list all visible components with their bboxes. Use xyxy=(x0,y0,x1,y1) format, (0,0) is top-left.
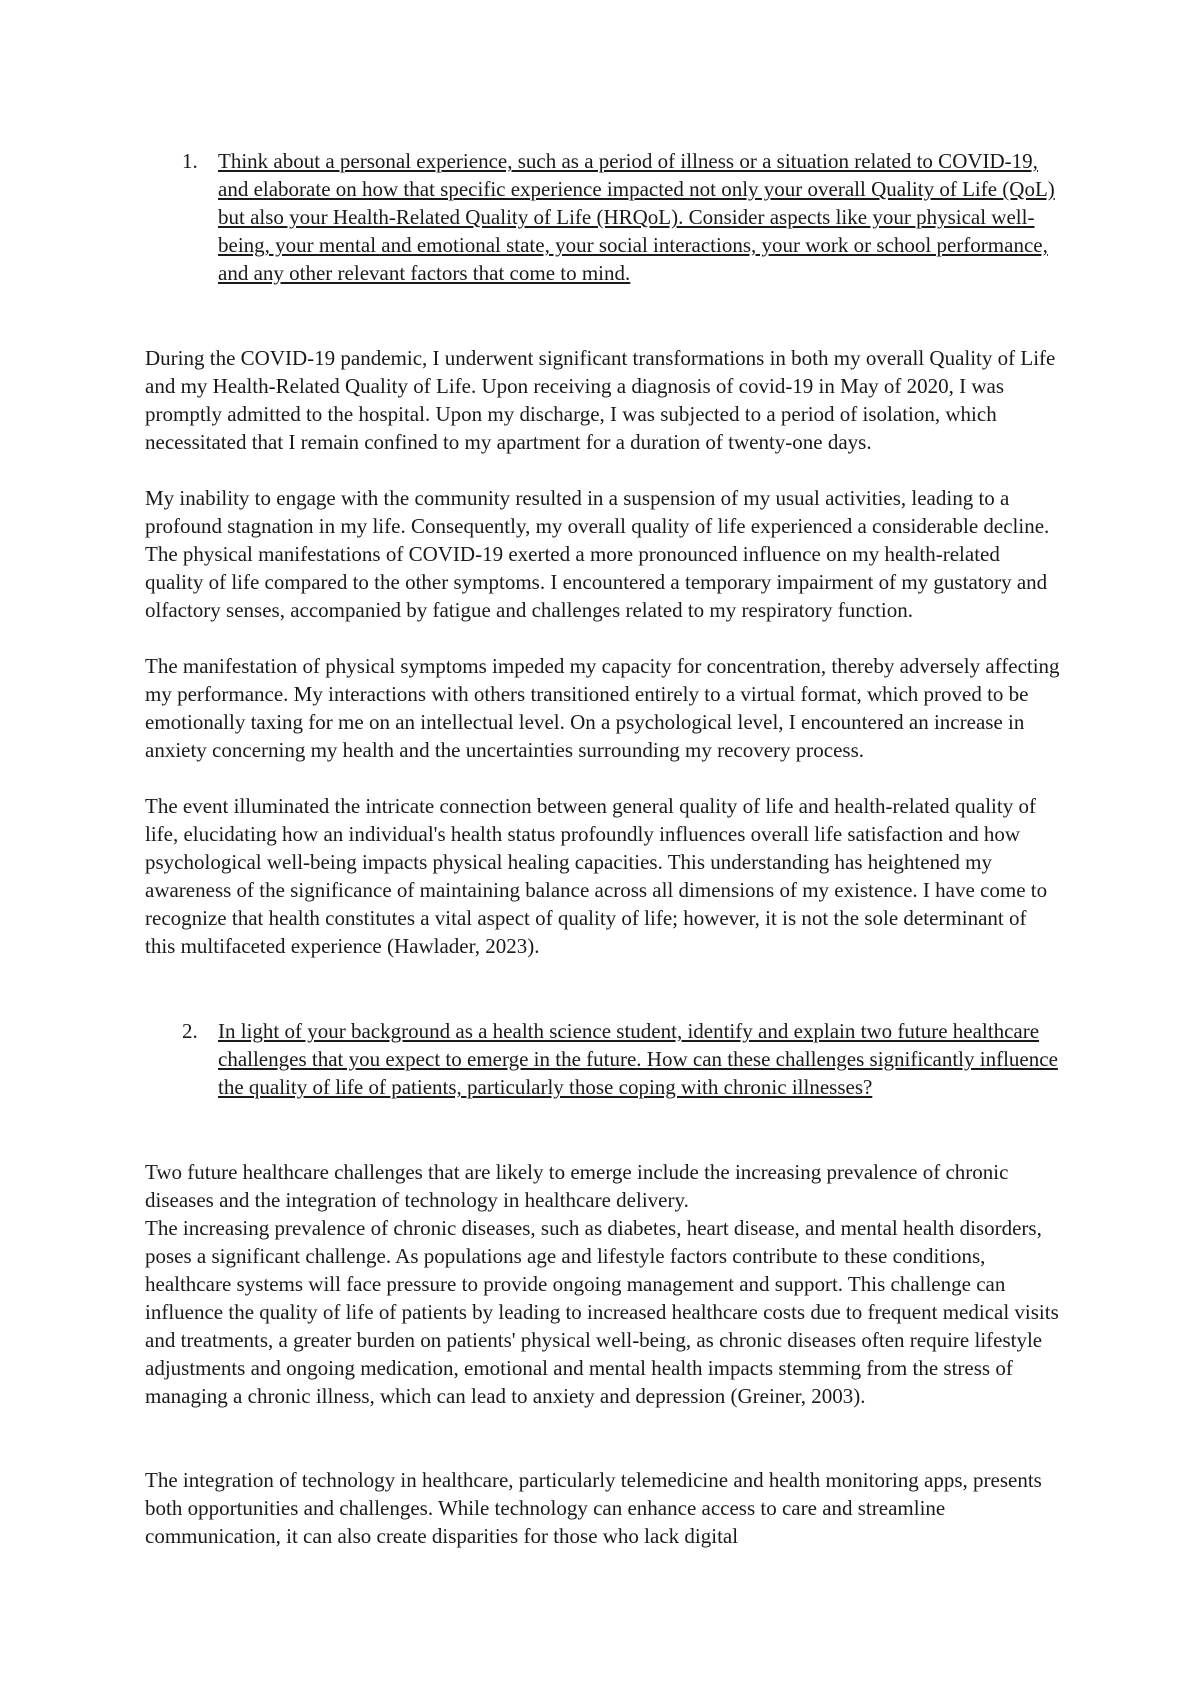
answer-1-paragraph-1: During the COVID-19 pandemic, I underwent significant transformations in both my overall Quality of Life and my Health-Related Quality of Life. Upon receiving a diagnosis of covid-19 in May of 2020, I was promptly admitted to the hospital. Upon my discharge, I was subjected to a period of isolation, which necessitated that I remain confined to my apartment for a duration of twenty-one days. xyxy=(145,346,1056,454)
answer-1-paragraph-4: The event illuminated the intricate connection between general quality of life and health-related quality of life, elucidating how an individual's health status profoundly influences overall life satisfaction and how psychological well-being impacts physical healing capacities. This understanding has heightened my awareness of the significance of maintaining balance across all dimensions of my existence. I have come to recognize that health constitutes a vital aspect of quality of life; however, it is not the sole determinant of this multifaceted experience (Hawlader, 2023). xyxy=(145,794,1048,958)
question-1-number: 1. xyxy=(182,149,198,173)
answer-2-paragraph-1: Two future healthcare challenges that are likely to emerge include the increasing prevalence of chronic diseases and the integration of technology in healthcare delivery. xyxy=(145,1160,1009,1212)
question-2-number: 2. xyxy=(182,1019,198,1043)
answer-2-paragraph-2: The increasing prevalence of chronic diseases, such as diabetes, heart disease, and mental health disorders, poses a significant challenge. As populations age and lifestyle factors contribute to these conditions, healthcare systems will face pressure to provide ongoing management and support. This challenge can influence the quality of life of patients by leading to increased healthcare costs due to frequent medical visits and treatments, a greater burden on patients' physical well-being, as chronic diseases often require lifestyle adjustments and ongoing medication, emotional and mental health impacts stemming from the stress of managing a chronic illness, which can lead to anxiety and depression (Greiner, 2003). xyxy=(145,1216,1059,1408)
answer-1-paragraph-3: The manifestation of physical symptoms impeded my capacity for concentration, thereby adversely affecting my performance. My interactions with others transitioned entirely to a virtual format, which proved to be emotionally taxing for me on an intellectual level. On a psychological level, I encountered an increase in anxiety concerning my health and the uncertainties surrounding my recovery process. xyxy=(145,654,1060,762)
answer-2-paragraph-3: The integration of technology in healthcare, particularly telemedicine and health monitoring apps, presents both opportunities and challenges. While technology can enhance access to care and streamline communication, it can also create disparities for those who lack digital xyxy=(145,1468,1042,1548)
answer-1-paragraph-2: My inability to engage with the community resulted in a suspension of my usual activities, leading to a profound stagnation in my life. Consequently, my overall quality of life experienced a considerable decline. The physical manifestations of COVID-19 exerted a more pronounced influence on my health-related quality of life compared to the other symptoms. I encountered a temporary impairment of my gustatory and olfactory senses, accompanied by fatigue and challenges related to my respiratory function. xyxy=(145,486,1050,622)
question-1-text: Think about a personal experience, such as a period of illness or a situation related to COVID-19, and elaborate on how that specific experience impacted not only your overall Quality of Life (QoL) but also your Health-Related Quality of Life (HRQoL). Consider aspects like your physical well-being, your mental and emotional state, your social interactions, your work or school performance, and any other relevant factors that come to mind. xyxy=(218,149,1055,285)
question-2-text: In light of your background as a health science student, identify and explain two future healthcare challenges that you expect to emerge in the future. How can these challenges significantly influence the quality of life of patients, particularly those coping with chronic illnesses? xyxy=(218,1019,1058,1099)
